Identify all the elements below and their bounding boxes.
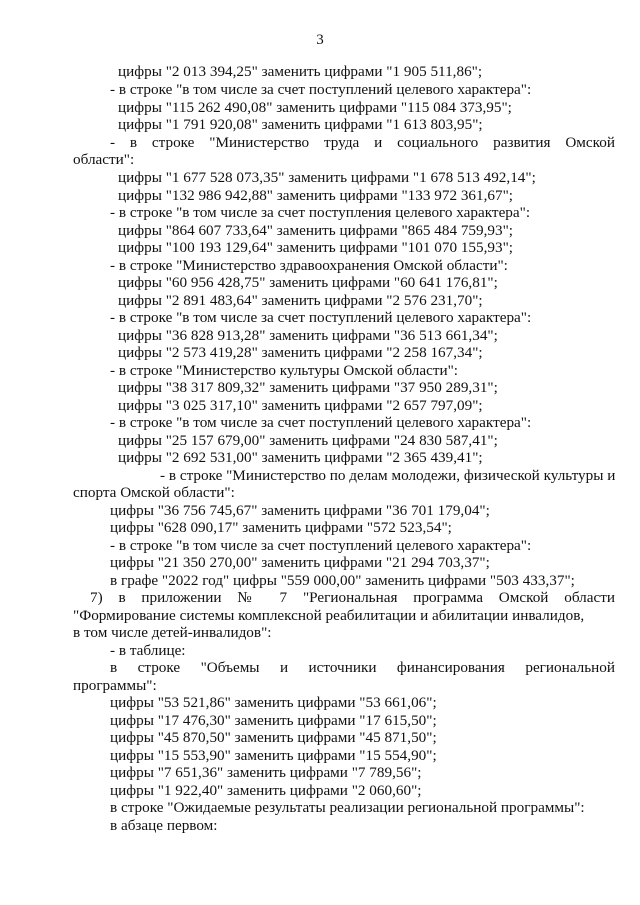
text-line: цифры "60 956 428,75" заменить цифрами "60 641 176,81";: [118, 274, 498, 291]
text-line: программы":: [73, 677, 157, 694]
text-line: в том числе детей-инвалидов":: [73, 624, 272, 641]
text-line: в строке "Ожидаемые результаты реализации региональной программы":: [110, 799, 585, 816]
text-line: цифры "36 828 913,28" заменить цифрами "36 513 661,34";: [118, 327, 498, 344]
text-line: цифры "45 870,50" заменить цифрами "45 871,50";: [110, 729, 437, 746]
text-line: - в строке "в том числе за счет поступления целевого характера":: [110, 204, 531, 221]
text-line: - в строке "в том числе за счет поступлений целевого характера":: [110, 309, 532, 326]
text-line: 7) в приложении № 7 "Региональная программа Омской области: [90, 589, 615, 606]
text-line: области":: [73, 151, 135, 168]
text-line: в строке "Объемы и источники финансирования региональной: [110, 659, 615, 676]
text-line: цифры "3 025 317,10" заменить цифрами "2 657 797,09";: [118, 397, 483, 414]
text-line: цифры "25 157 679,00" заменить цифрами "24 830 587,41";: [118, 432, 498, 449]
text-line: спорта Омской области":: [73, 484, 235, 501]
text-line: - в строке "Министерство здравоохранения Омской области":: [110, 257, 508, 274]
text-line: цифры "2 573 419,28" заменить цифрами "2 258 167,34";: [118, 344, 483, 361]
text-line: цифры "1 791 920,08" заменить цифрами "1 613 803,95";: [118, 116, 483, 133]
text-line: цифры "36 756 745,67" заменить цифрами "36 701 179,04";: [110, 502, 490, 519]
text-line: - в строке "Министерство по делам молодежи, физической культуры и: [160, 467, 616, 484]
page-number: 3: [316, 32, 324, 48]
text-line: цифры "15 553,90" заменить цифрами "15 554,90";: [110, 747, 437, 764]
text-line: в графе "2022 год" цифры "559 000,00" заменить цифрами "503 433,37";: [110, 572, 575, 589]
text-line: цифры "864 607 733,64" заменить цифрами "865 484 759,93";: [118, 222, 514, 239]
text-line: - в строке "Министерство труда и социального развития Омской: [110, 134, 615, 151]
text-line: цифры "2 692 531,00" заменить цифрами "2 365 439,41";: [118, 449, 483, 466]
text-line: - в строке "в том числе за счет поступлений целевого характера":: [110, 537, 532, 554]
text-line: цифры "7 651,36" заменить цифрами "7 789,56";: [110, 764, 422, 781]
text-line: цифры "100 193 129,64" заменить цифрами "101 070 155,93";: [118, 239, 514, 256]
text-line: "Формирование системы комплексной реабилитации и абилитации инвалидов,: [73, 607, 585, 624]
text-line: цифры "132 986 942,88" заменить цифрами "133 972 361,67";: [118, 187, 514, 204]
text-line: цифры "1 677 528 073,35" заменить цифрами "1 678 513 492,14";: [118, 169, 536, 186]
text-line: - в строке "Министерство культуры Омской области":: [110, 362, 459, 379]
text-line: в абзаце первом:: [110, 817, 218, 834]
text-line: цифры "21 350 270,00" заменить цифрами "21 294 703,37";: [110, 554, 490, 571]
text-line: цифры "115 262 490,08" заменить цифрами "115 084 373,95";: [118, 99, 512, 116]
text-line: - в строке "в том числе за счет поступлений целевого характера":: [110, 81, 532, 98]
text-line: цифры "1 922,40" заменить цифрами "2 060,60";: [110, 782, 422, 799]
text-line: цифры "38 317 809,32" заменить цифрами "37 950 289,31";: [118, 379, 498, 396]
text-line: цифры "53 521,86" заменить цифрами "53 661,06";: [110, 694, 437, 711]
text-line: цифры "2 891 483,64" заменить цифрами "2 576 231,70";: [118, 292, 483, 309]
text-line: цифры "2 013 394,25" заменить цифрами "1 905 511,86";: [118, 63, 483, 80]
text-line: - в таблице:: [110, 642, 186, 659]
text-line: - в строке "в том числе за счет поступлений целевого характера":: [110, 414, 532, 431]
text-line: цифры "17 476,30" заменить цифрами "17 615,50";: [110, 712, 437, 729]
text-line: цифры "628 090,17" заменить цифрами "572 523,54";: [110, 519, 452, 536]
